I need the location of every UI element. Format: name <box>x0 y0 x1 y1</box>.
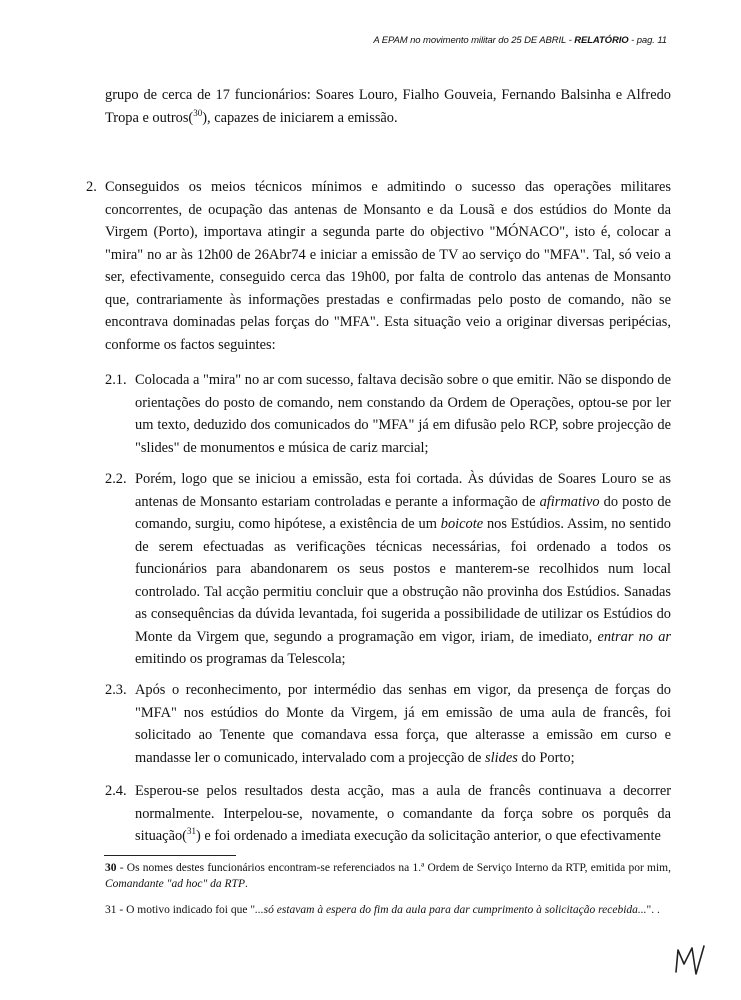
subparagraph-2-2 <box>105 468 671 671</box>
header-report-label: RELATÓRIO <box>574 35 629 46</box>
header-title: A EPAM no movimento militar do 25 DE ABRIL - <box>373 35 575 46</box>
intro-text: grupo de cerca de 17 funcionários: Soares Louro, Fialho Gouveia, Fernando Balsinha e Alfredo Tropa e outros( <box>105 87 671 126</box>
subparagraph-2-4-text: Esperou-se pelos resultados desta acção, mas a aula de francês continuava a decorrer normalmente. Interpelou-se, novamente, o comandante da força sobre os porquês da situação( <box>135 783 671 844</box>
paragraph-2-text: Conseguidos os meios técnicos mínimos e admitindo o sucesso das operações militares concorrentes, de ocupação das antenas de Monsanto e da Lousã e dos estúdios do Monte da Virgem (Porto), importava atingir a segunda parte do objectivo "MÓNACO", isto é, colocar a "mira" no ar às 12h00 de 26Abr74 e iniciar a emissão de TV ao serviço do "MFA". Tal, só veio a ser, efectivamente, conseguido cerca das 19h00, por falta de controlo das antenas de Monsanto que, contrariamente às informações prestadas e confirmadas pelo posto de comando, não se encontrava dominadas pelas forças do "MFA". Esta situação veio a originar diversas peripécias, conforme os factos seguintes: <box>105 179 671 353</box>
subparagraph-2-3 <box>105 679 671 769</box>
subparagraph-2-1-text: Colocada a "mira" no ar com sucesso, faltava decisão sobre o que emitir. Não se dispondo de orientações do posto de comando, nem constando da Ordem de Operações, optou-se por ler um texto, deduzido dos comunicados do "MFA" já em difusão pelo RCP, sobre projecção de "slides" de monumentos e música de cariz marcial; <box>135 372 671 456</box>
paragraph-2 <box>86 176 671 356</box>
subparagraph-2-2-text: nos Estúdios. Assim, no sentido de serem efectuadas as verificações técnicas necessárias, foi ordenado a todos os funcionários para abandonarem os seus postos e manterem-se recolhidos num local controlado. Tal acção permitiu concluir que a obstrução não provinha dos Estúdios. Sanadas as consequências da dúvida levantada, foi sugerida a possibilidade de utilizar os Estúdios do Monte da Virgem que, segundo a programação em vigor, iriam, de imediato, <box>135 516 671 645</box>
subparagraph-2-3-text: Após o reconhecimento, por intermédio das senhas em vigor, da presença de forças do "MFA" nos estúdios do Monte da Virgem, já em emissão de uma aula de francês, foi solicitado ao Tenente que comandava essa força, que alterasse a emissão em curso e mandasse ler o comunicado, intervalado com a projecção de <box>135 682 671 766</box>
footnote-text: - O motivo indicado foi que " <box>116 904 256 916</box>
subparagraph-2-3-text: do Porto; <box>517 749 575 766</box>
italic-term: afirmativo <box>539 493 600 510</box>
footnote-text: - Os nomes destes funcionários encontram-se referenciados na 1.ª Ordem de Serviço Interno da RTP, emitida por mim, <box>116 862 671 874</box>
intro-paragraph <box>105 84 671 129</box>
handwritten-initials <box>670 942 710 982</box>
footnote-30 <box>105 860 671 892</box>
footnote-italic: Comandante "ad hoc" da RTP <box>105 878 245 890</box>
header-page-number: - pag. 11 <box>628 35 667 46</box>
italic-term: slides <box>485 749 518 766</box>
footnote-italic: ...só estavam à espera do fim da aula para dar cumprimento à solicitação recebida... <box>255 904 647 916</box>
intro-text-end: ), capazes de iniciarem a emissão. <box>202 109 398 126</box>
subparagraph-number: 2.4. <box>105 783 127 799</box>
footnote-marker: 30 <box>105 862 117 874</box>
footnote-ref-31: 31 <box>186 826 196 837</box>
subparagraph-number: 2.1. <box>105 372 127 388</box>
footnote-text: ". . <box>646 904 660 916</box>
page-header <box>373 35 667 46</box>
subparagraph-2-2-text: Porém, logo que se iniciou a emissão, esta foi cortada. Às dúvidas de Soares Louro se as antenas de Monsanto estariam controladas e perante a informação de <box>135 471 671 510</box>
subparagraph-2-1 <box>105 369 671 459</box>
footnote-divider <box>104 855 236 856</box>
subparagraph-2-2-text: emitindo os programas da Telescola; <box>135 651 346 667</box>
footnote-text: . <box>244 878 248 890</box>
subparagraph-2-2-text: do posto de comando, surgiu, como hipótese, a existência de um <box>135 493 671 532</box>
subparagraph-number: 2.3. <box>105 682 127 698</box>
footnote-31 <box>105 902 671 918</box>
footnote-ref-30: 30 <box>193 107 203 118</box>
subparagraph-2-4-text: ) e foi ordenado a imediata execução da solicitação anterior, o que efectivamente <box>195 828 661 844</box>
italic-term: boicote <box>440 516 484 532</box>
italic-term: entrar no ar <box>597 628 671 645</box>
subparagraph-number: 2.2. <box>105 471 127 487</box>
paragraph-number: 2. <box>86 179 97 195</box>
subparagraph-2-4 <box>105 780 671 848</box>
footnote-marker: 31 <box>105 904 117 916</box>
